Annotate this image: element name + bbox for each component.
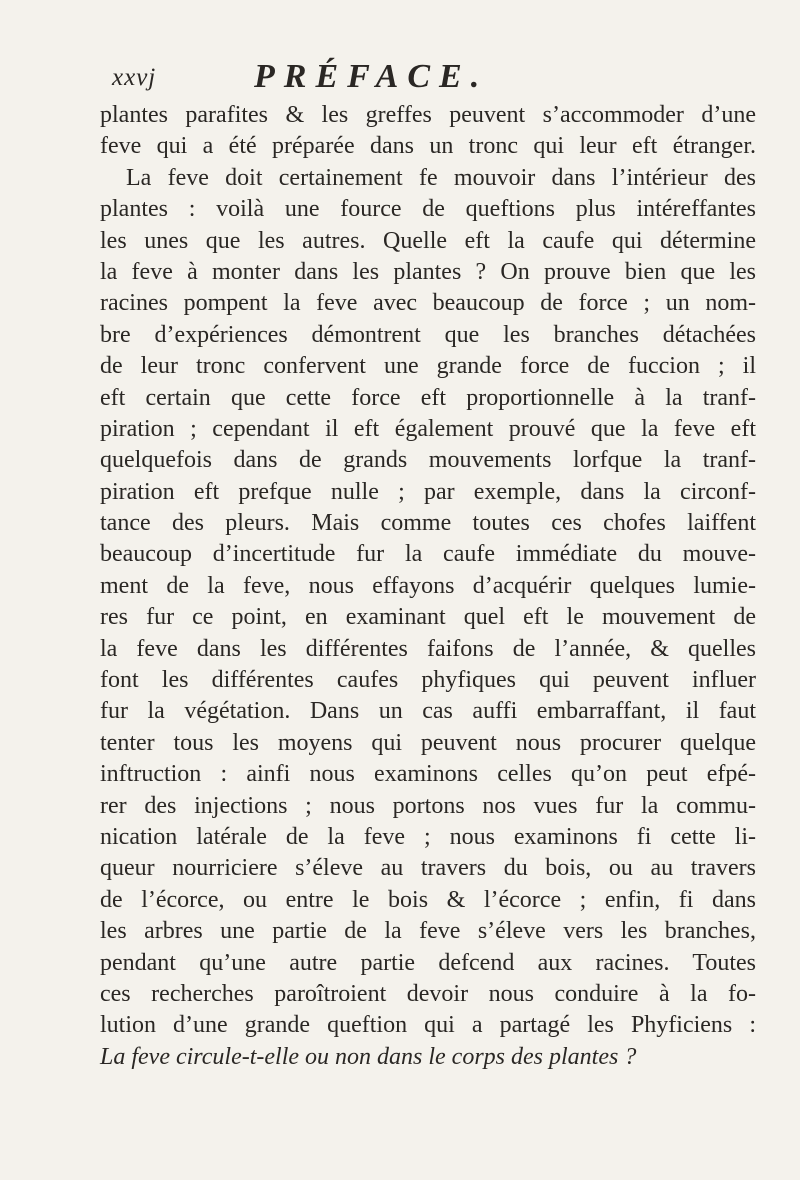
- text-line: les arbres une partie de la feve s’éleve vers les branches,: [100, 918, 756, 945]
- closing-question: La feve circule-t-elle ou non dans le corps des plantes ?: [100, 1043, 637, 1070]
- page-number: xxvj: [112, 64, 157, 91]
- text-line: pendant qu’une autre partie defcend aux racines. Toutes: [100, 949, 756, 976]
- text-line: bre d’expériences démontrent que les branches détachées: [100, 321, 756, 348]
- text-line: beaucoup d’incertitude fur la caufe immédiate du mouve-: [100, 541, 756, 568]
- text-line: La feve doit certainement fe mouvoir dans l’intérieur des: [126, 164, 756, 191]
- text-line: eft certain que cette force eft proportionnelle à la tranf-: [100, 384, 756, 411]
- text-line: de leur tronc confervent une grande force de fuccion ; il: [100, 353, 756, 380]
- text-line: lution d’une grande queftion qui a partagé les Phyficiens :: [100, 1012, 756, 1039]
- text-line: ment de la feve, nous effayons d’acquérir quelques lumie-: [100, 572, 756, 599]
- text-line: plantes parafites & les greffes peuvent s’accommoder d’une: [100, 102, 756, 128]
- text-line: les unes que les autres. Quelle eft la caufe qui détermine: [100, 227, 756, 254]
- text-line: feve qui a été préparée dans un tronc qui leur eft étranger.: [100, 133, 756, 160]
- text-line: nication latérale de la feve ; nous examinons fi cette li-: [100, 823, 756, 850]
- text-line: racines pompent la feve avec beaucoup de force ; un nom-: [100, 290, 756, 317]
- text-line: tenter tous les moyens qui peuvent nous procurer quelque: [100, 729, 756, 756]
- running-title: PRÉFACE.: [254, 58, 489, 95]
- text-line: font les différentes caufes phyfiques qui peuvent influer: [100, 667, 756, 694]
- text-line: inftruction : ainfi nous examinons celles qu’on peut efpé-: [100, 761, 756, 788]
- text-line: de l’écorce, ou entre le bois & l’écorce ; enfin, fi dans: [100, 886, 756, 913]
- text-line: tance des pleurs. Mais comme toutes ces chofes laiffent: [100, 510, 756, 537]
- text-line: piration eft prefque nulle ; par exemple, dans la circonf-: [100, 478, 756, 505]
- text-line: rer des injections ; nous portons nos vues fur la commu-: [100, 792, 756, 819]
- text-line: queur nourriciere s’éleve au travers du bois, ou au travers: [100, 855, 756, 882]
- text-line: plantes : voilà une fource de queftions plus intéreffantes: [100, 196, 756, 223]
- text-line: piration ; cependant il eft également prouvé que la feve eft: [100, 415, 756, 442]
- body-text: [100, 100, 756, 1073]
- text-line: quelquefois dans de grands mouvements lorfque la tranf-: [100, 447, 756, 474]
- text-line: la feve dans les différentes faifons de l’année, & quelles: [100, 635, 756, 662]
- page-header: [112, 58, 732, 98]
- text-line: ces recherches paroîtroient devoir nous conduire à la fo-: [100, 980, 756, 1007]
- text-line: la feve à monter dans les plantes ? On prouve bien que les: [100, 258, 756, 285]
- text-line: fur la végétation. Dans un cas auffi embarraffant, il faut: [100, 698, 756, 725]
- text-line: res fur ce point, en examinant quel eft le mouvement de: [100, 604, 756, 631]
